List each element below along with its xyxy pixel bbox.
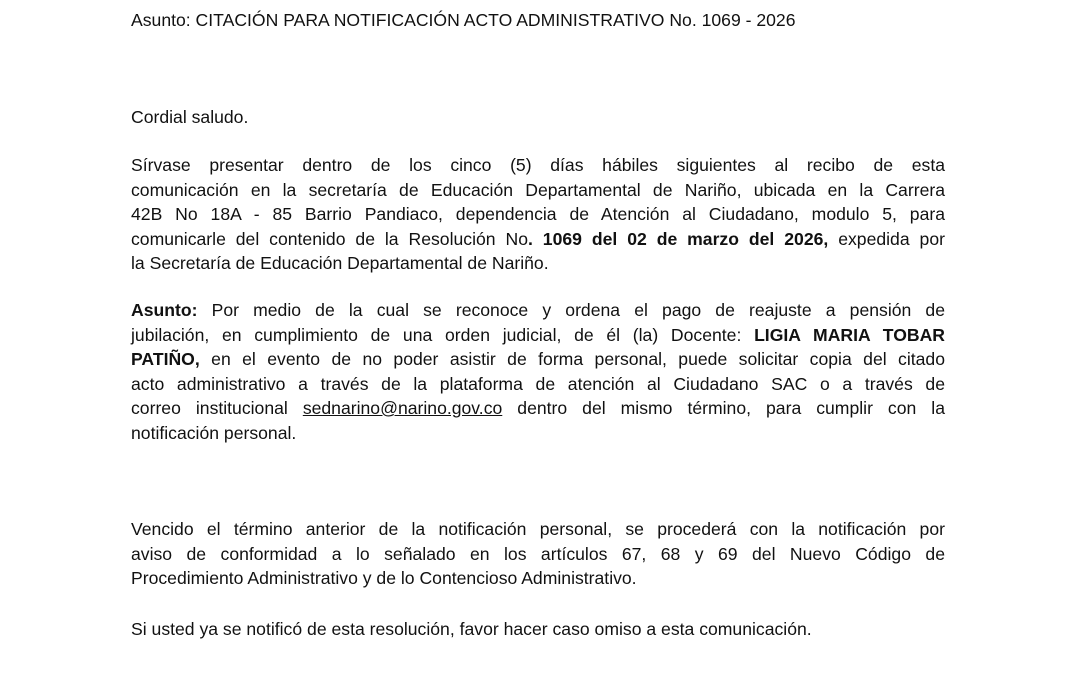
greeting (131, 105, 945, 130)
paragraph-line (131, 298, 945, 323)
line-text: correo institucional (131, 398, 303, 418)
paragraph-line: acto administrativo a través de la plataforma de atención al Ciudadano SAC o a través de (131, 373, 945, 394)
paragraph-line (131, 227, 945, 252)
paragraph-citation (131, 153, 945, 276)
document-page (131, 0, 945, 675)
paragraph-line: aviso de conformidad a lo señalado en los artículos 67, 68 y 69 del Nuevo Código de (131, 543, 945, 564)
paragraph-line: 42B No 18A - 85 Barrio Pandiaco, dependencia de Atención al Ciudadano, modulo 5, para (131, 204, 945, 224)
paragraph-subject (131, 298, 945, 445)
paragraph-line: Vencido el término anterior de la notificación personal, se procederá con la notificación por (131, 519, 945, 539)
paragraph-line: notificación personal. (131, 422, 297, 443)
greeting-text: Cordial saludo. (131, 107, 249, 127)
resolution-reference: . 1069 del 02 de marzo del 2026, (527, 228, 829, 249)
line-text: dentro del mismo término, para cumplir con la (502, 398, 945, 418)
paragraph-line (131, 323, 945, 348)
paragraph-expiration (131, 517, 945, 591)
line-text: Por medio de la cual se reconoce y ordena el pago de reajuste a pensión de (197, 300, 945, 320)
line-text: expedida por (828, 228, 945, 249)
email-link[interactable]: sednarino@narino.gov.co (302, 398, 503, 418)
line-text: comunicarle del contenido de la Resolución No (131, 228, 528, 249)
paragraph-line: comunicación en la secretaría de Educación Departamental de Nariño, ubicada en la Carrera (131, 179, 945, 200)
paragraph-line: la Secretaría de Educación Departamental de Nariño. (131, 253, 549, 273)
paragraph-line (131, 347, 945, 372)
teacher-name: LIGIA MARIA TOBAR (754, 324, 945, 345)
paragraph-disregard (131, 617, 945, 642)
subject-text: Asunto: CITACIÓN PARA NOTIFICACIÓN ACTO ADMINISTRATIVO No. 1069 - 2026 (131, 10, 796, 30)
paragraph-line: Sírvase presentar dentro de los cinco (5) días hábiles siguientes al recibo de esta (131, 155, 945, 175)
subject-label: Asunto: (131, 300, 198, 320)
teacher-surname: PATIÑO, (131, 349, 200, 369)
line-text: en el evento de no poder asistir de forma personal, puede solicitar copia del citado (199, 349, 945, 369)
line-text: jubilación, en cumplimiento de una orden judicial, de él (la) Docente: (131, 324, 755, 345)
paragraph-line: Si usted ya se notificó de esta resolución, favor hacer caso omiso a esta comunicación. (131, 619, 812, 639)
paragraph-line: Procedimiento Administrativo y de lo Contencioso Administrativo. (131, 568, 637, 588)
subject-line (131, 8, 945, 33)
paragraph-line (131, 396, 945, 421)
